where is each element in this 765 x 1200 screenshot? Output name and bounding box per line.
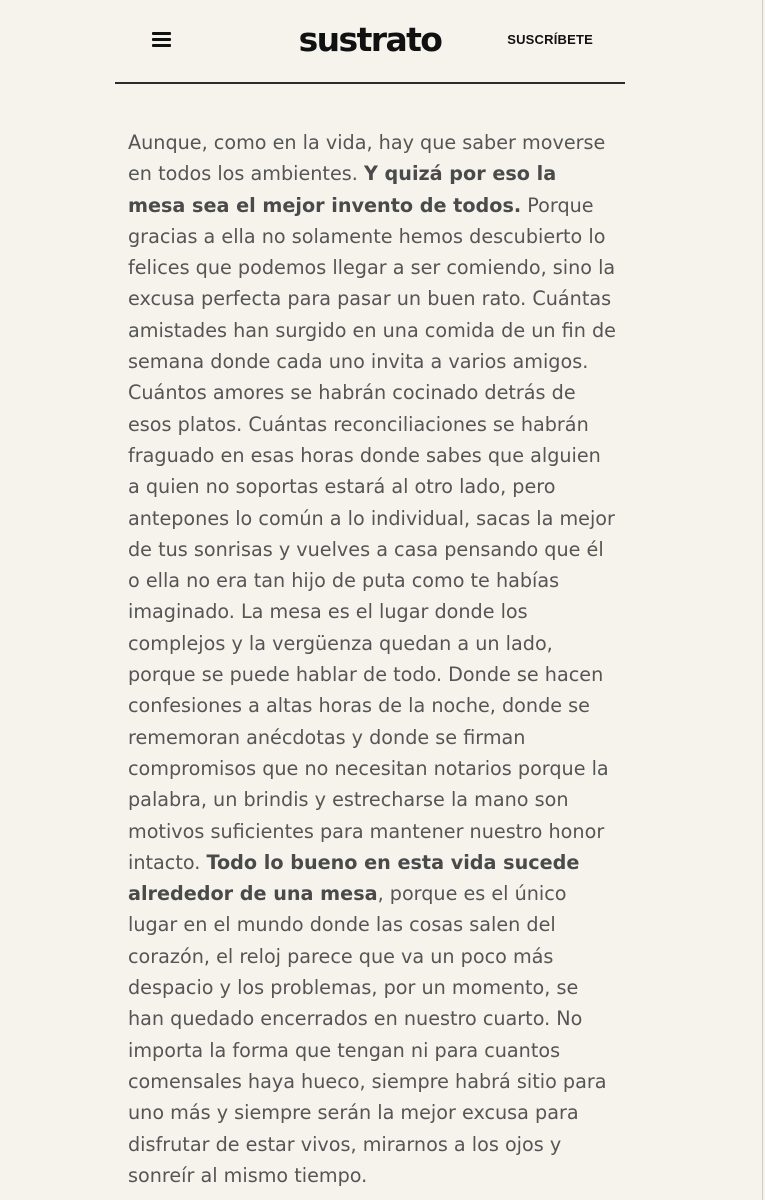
- paragraph-text: Porque gracias a ella no solamente hemos descubierto lo felices que podemos llegar a ser comiendo, sino la excusa perfecta para pasar un buen rato. Cuántas amistades han surgido en una comida de un fin de semana donde cada uno invita a varios amigos. Cuántos amores se habrán cocinado detrás de esos platos. Cuántas reconciliaciones se habrán fraguado en esas horas donde sabes que alguien a quien no soportas estará al otro lado, pero antepones lo común a lo individual, sacas la mejor de tus sonrisas y vuelves a casa pensando que él o ella no era tan hijo de puta como te habías imaginado. La mesa es el lugar donde los complejos y la vergüenza quedan a un lado, porque se puede hablar de todo. Donde se hacen confesiones a altas horas de la noche, donde se rememoran anécdotas y donde se firman compromisos que no necesitan notarios porque la palabra, un brindis y estrecharse la mano son motivos suficientes para mantener nuestro honor intacto.: [128, 193, 616, 874]
- paragraph-text: Aunque, como en la vida, hay que saber moverse en todos los ambientes.: [128, 131, 606, 186]
- site-header: [115, 0, 625, 84]
- site-logo[interactable]: sustrato: [298, 20, 442, 59]
- paragraph-bold-text: Todo lo bueno en esta vida sucede alrededor de una mesa: [128, 850, 580, 906]
- page-edge-divider: [762, 0, 763, 1200]
- article-paragraph: [128, 127, 618, 1191]
- subscribe-link[interactable]: SUSCRÍBETE: [507, 32, 593, 47]
- paragraph-bold-text: Y quizá por eso la mesa sea el mejor invento de todos.: [128, 162, 557, 217]
- paragraph-text: , porque es el único lugar en el mundo donde las cosas salen del corazón, el reloj parece que va un poco más despacio y los problemas, por un momento, se han quedado encerrados en nuestro cuarto. No importa la forma que tengan ni para cuantos comensales haya hueco, siempre habrá sitio para uno más y siempre serán la mejor excusa para disfrutar de estar vivos, mirarnos a los ojos y sonreír al mismo tiempo.: [128, 882, 607, 1187]
